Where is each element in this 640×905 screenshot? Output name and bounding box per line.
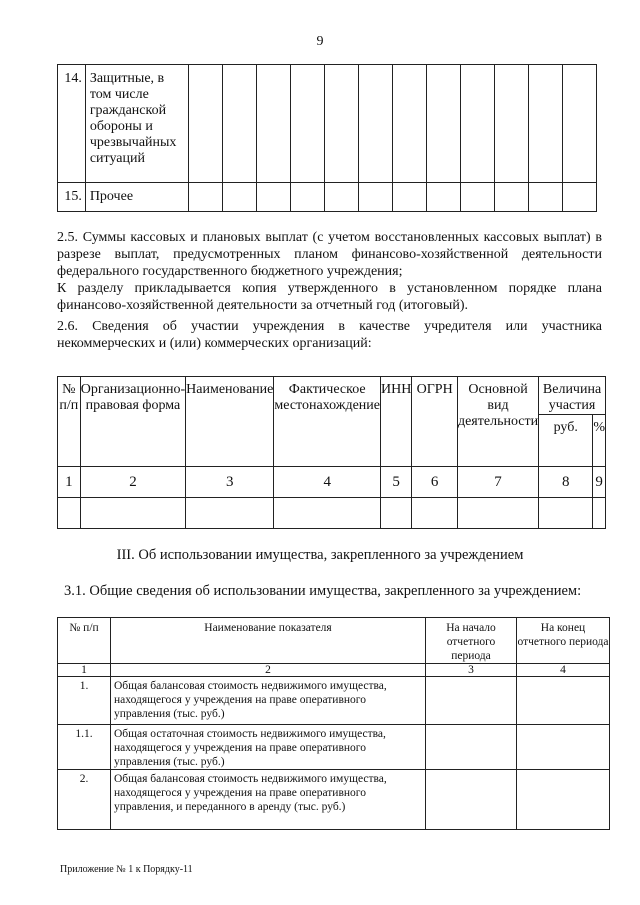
table-cell <box>517 725 610 770</box>
table-cell <box>222 65 256 183</box>
table-cell <box>539 498 593 529</box>
index-cell: 2 <box>111 664 426 677</box>
table-row <box>58 770 610 830</box>
page-footer: Приложение № 1 к Порядку-11 <box>60 864 193 875</box>
col-header-inn: ИНН <box>381 377 412 467</box>
table-cell <box>528 183 562 212</box>
index-cell: 3 <box>426 664 517 677</box>
table-cell <box>528 65 562 183</box>
table-cell <box>324 183 358 212</box>
table-cell <box>562 65 596 183</box>
table-cell <box>457 498 538 529</box>
table-cell <box>517 770 610 830</box>
index-cell: 6 <box>412 467 458 498</box>
col-header-participation: Величина участия <box>539 377 606 415</box>
col-header-pct: % <box>593 415 606 467</box>
table-cell <box>517 677 610 725</box>
table-cell <box>412 498 458 529</box>
table-cell <box>494 183 528 212</box>
col-header-rub: руб. <box>539 415 593 467</box>
col-header-start: На начало отчетного периода <box>426 618 517 664</box>
table-cell <box>426 725 517 770</box>
table-cell <box>290 183 324 212</box>
index-cell: 3 <box>186 467 274 498</box>
table-cell <box>358 183 392 212</box>
col-header-location: Фактическое местонахождение <box>274 377 381 467</box>
row-number: 15. <box>58 183 86 212</box>
table-row <box>58 677 610 725</box>
table-cell <box>256 65 290 183</box>
col-header-no: № п/п <box>58 618 111 664</box>
table-cell <box>392 65 426 183</box>
table-cell <box>494 65 528 183</box>
section-2-5-text: 2.5. Суммы кассовых и плановых выплат (с учетом восстановленных кассовых выплат) в разрезе выплат, предусмотренных планом финансово-хозяйственной деятельности федерального государственного бюджетного учреждения; <box>57 230 602 279</box>
col-header-name: Наименование показателя <box>111 618 426 664</box>
row-number: 2. <box>58 770 111 830</box>
header-row <box>58 377 606 415</box>
col-header-activity: Основной вид деятельности <box>457 377 538 467</box>
row-number: 14. <box>58 65 86 183</box>
table-cell <box>58 498 81 529</box>
row-label: Защитные, в том числе гражданской обороны и чрезвычайных ситуаций <box>85 65 188 183</box>
table-cell <box>290 65 324 183</box>
page-number: 9 <box>316 34 324 49</box>
table-row <box>58 498 606 529</box>
row-label: Общая балансовая стоимость недвижимого имущества, находящегося у учреждения на праве оперативного управления, и переданного в аренду (тыс. руб.) <box>111 770 426 830</box>
participation-table <box>57 376 606 529</box>
index-row <box>58 467 606 498</box>
table-cell <box>562 183 596 212</box>
index-row <box>58 664 610 677</box>
table-row <box>58 725 610 770</box>
index-cell: 4 <box>274 467 381 498</box>
row-label: Общая балансовая стоимость недвижимого имущества, находящегося у учреждения на праве оперативного управления (тыс. руб.) <box>111 677 426 725</box>
section-3-heading: III. Об использовании имущества, закрепленного за учреждением <box>116 547 524 563</box>
table-cell <box>358 65 392 183</box>
table-cell <box>460 183 494 212</box>
section-2-6: 2.6. Сведения об участии учреждения в качестве учредителя или участника некоммерческих и (или) коммерческих организаций: <box>57 319 602 351</box>
col-header-no: № п/п <box>58 377 81 467</box>
property-table <box>57 617 610 830</box>
table-cell <box>274 498 381 529</box>
table-cell <box>80 498 185 529</box>
index-cell: 5 <box>381 467 412 498</box>
table-cell <box>426 183 460 212</box>
table-cell <box>426 65 460 183</box>
table-cell <box>426 677 517 725</box>
table-cell <box>426 770 517 830</box>
index-cell: 4 <box>517 664 610 677</box>
section-3-1-title: 3.1. Общие сведения об использовании имущества, закрепленного за учреждением: <box>64 583 582 599</box>
section-2-5 <box>57 229 602 314</box>
row-label: Прочее <box>85 183 188 212</box>
table-cell <box>381 498 412 529</box>
index-cell: 9 <box>593 467 606 498</box>
header-row <box>58 618 610 664</box>
table-row <box>58 65 597 183</box>
table-cell <box>186 498 274 529</box>
index-cell: 8 <box>539 467 593 498</box>
table-cell <box>256 183 290 212</box>
col-header-ogrn: ОГРН <box>412 377 458 467</box>
table-cell <box>392 183 426 212</box>
table-row <box>58 183 597 212</box>
table-cell <box>593 498 606 529</box>
table-cell <box>188 65 222 183</box>
row-number: 1.1. <box>58 725 111 770</box>
table-cell <box>324 65 358 183</box>
expenses-table <box>57 64 597 212</box>
index-cell: 1 <box>58 664 111 677</box>
row-label: Общая остаточная стоимость недвижимого имущества, находящегося у учреждения на праве оперативного управления (тыс. руб.) <box>111 725 426 770</box>
col-header-org-form: Организационно-правовая форма <box>80 377 185 467</box>
index-cell: 7 <box>457 467 538 498</box>
table-cell <box>460 65 494 183</box>
index-cell: 2 <box>80 467 185 498</box>
table-cell <box>188 183 222 212</box>
col-header-end: На конец отчетного периода <box>517 618 610 664</box>
row-number: 1. <box>58 677 111 725</box>
col-header-name: Наименование <box>186 377 274 467</box>
index-cell: 1 <box>58 467 81 498</box>
section-2-5-attachment-note: К разделу прикладывается копия утвержденного в установленном порядке плана финансово-хозяйственной деятельности за отчетный год (итоговый). <box>57 281 602 313</box>
table-cell <box>222 183 256 212</box>
